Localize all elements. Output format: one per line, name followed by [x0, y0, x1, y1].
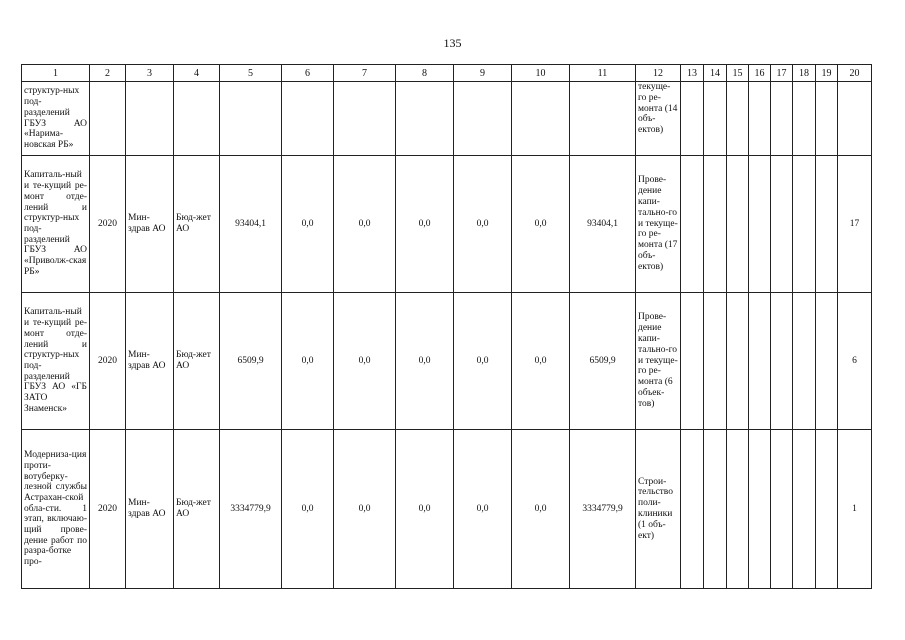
total-cell: 93404,1	[220, 156, 282, 293]
column-header: 19	[816, 65, 838, 82]
value-cell: 3334779,9	[570, 430, 636, 589]
value-cell: 0,0	[282, 430, 334, 589]
executor-cell: Мин-здрав АО	[126, 293, 174, 430]
empty-cell	[704, 293, 727, 430]
empty-cell	[749, 430, 771, 589]
empty-cell	[727, 293, 749, 430]
empty-cell	[771, 156, 793, 293]
empty-cell	[681, 82, 704, 156]
empty-cell	[816, 156, 838, 293]
column-header: 17	[771, 65, 793, 82]
empty-cell	[749, 156, 771, 293]
value-cell: 0,0	[396, 430, 454, 589]
measure-name: структур-ных под-разделений ГБУЗ АО «Нарима-новская РБ»	[22, 82, 90, 156]
empty-cell	[727, 156, 749, 293]
column-header: 1	[22, 65, 90, 82]
column-header: 2	[90, 65, 126, 82]
result-cell: Прове-дение капи-тально-го и текуще-го ре-монта (6 объек-тов)	[636, 293, 681, 430]
column-header: 3	[126, 65, 174, 82]
value-cell	[334, 82, 396, 156]
executor-cell	[126, 82, 174, 156]
value-cell: 0,0	[512, 293, 570, 430]
executor-cell: Мин-здрав АО	[126, 156, 174, 293]
table-row	[22, 156, 872, 293]
empty-cell	[771, 293, 793, 430]
empty-cell	[704, 82, 727, 156]
table-row	[22, 293, 872, 430]
year-cell	[90, 82, 126, 156]
value-cell: 0,0	[512, 430, 570, 589]
value-cell	[570, 82, 636, 156]
table-row	[22, 82, 872, 156]
empty-cell	[749, 82, 771, 156]
column-header: 8	[396, 65, 454, 82]
value-cell: 0,0	[282, 293, 334, 430]
total-cell: 6509,9	[220, 293, 282, 430]
value-cell: 0,0	[334, 156, 396, 293]
column-header: 4	[174, 65, 220, 82]
value-cell: 0,0	[396, 293, 454, 430]
value-cell	[512, 82, 570, 156]
value-cell: 93404,1	[570, 156, 636, 293]
source-cell	[174, 82, 220, 156]
column-header: 9	[454, 65, 512, 82]
result-cell: текуще-го ре-монта (14 объ-ектов)	[636, 82, 681, 156]
value-cell: 0,0	[282, 156, 334, 293]
column-header-row	[22, 65, 872, 82]
year-cell: 2020	[90, 430, 126, 589]
table-row	[22, 430, 872, 589]
empty-cell	[727, 430, 749, 589]
value-cell: 0,0	[512, 156, 570, 293]
empty-cell	[681, 293, 704, 430]
empty-cell	[793, 82, 816, 156]
empty-cell	[816, 82, 838, 156]
value-cell: 6509,9	[570, 293, 636, 430]
column-header: 11	[570, 65, 636, 82]
source-cell: Бюд-жет АО	[174, 430, 220, 589]
column-header: 15	[727, 65, 749, 82]
result-cell: Строи-тельство поли-клиники (1 объ-ект)	[636, 430, 681, 589]
column-header: 5	[220, 65, 282, 82]
empty-cell	[793, 293, 816, 430]
count-cell	[838, 82, 872, 156]
empty-cell	[704, 156, 727, 293]
result-cell: Прове-дение капи-тально-го и текуще-го ре-монта (17 объ-ектов)	[636, 156, 681, 293]
count-cell: 6	[838, 293, 872, 430]
source-cell: Бюд-жет АО	[174, 156, 220, 293]
column-header: 14	[704, 65, 727, 82]
empty-cell	[816, 293, 838, 430]
empty-cell	[749, 293, 771, 430]
value-cell: 0,0	[454, 156, 512, 293]
program-table	[21, 64, 872, 589]
column-header: 18	[793, 65, 816, 82]
measure-name: Капиталь-ный и те-кущий ре-монт отде-лений и структур-ных под-разделений ГБУЗ АО «Приволж-ская РБ»	[22, 156, 90, 293]
page-number: 135	[443, 36, 462, 50]
empty-cell	[793, 430, 816, 589]
column-header: 16	[749, 65, 771, 82]
measure-name: Капиталь-ный и те-кущий ре-монт отде-лений и структур-ных под-разделений ГБУЗ АО «ГБ ЗАТО Знаменск»	[22, 293, 90, 430]
empty-cell	[771, 82, 793, 156]
count-cell: 1	[838, 430, 872, 589]
value-cell	[282, 82, 334, 156]
empty-cell	[681, 430, 704, 589]
value-cell: 0,0	[334, 430, 396, 589]
column-header: 6	[282, 65, 334, 82]
column-header: 13	[681, 65, 704, 82]
value-cell: 0,0	[334, 293, 396, 430]
column-header: 7	[334, 65, 396, 82]
empty-cell	[771, 430, 793, 589]
empty-cell	[727, 82, 749, 156]
measure-name: Модерниза-ция проти-вотуберку-лезной службы Астрахан-ской обла-сти. 1 этап, включаю-щий прове-дение работ по разра-ботке про-	[22, 430, 90, 589]
source-cell: Бюд-жет АО	[174, 293, 220, 430]
value-cell	[396, 82, 454, 156]
count-cell: 17	[838, 156, 872, 293]
total-cell	[220, 82, 282, 156]
value-cell	[454, 82, 512, 156]
empty-cell	[816, 430, 838, 589]
column-header: 20	[838, 65, 872, 82]
column-header: 10	[512, 65, 570, 82]
executor-cell: Мин-здрав АО	[126, 430, 174, 589]
empty-cell	[681, 156, 704, 293]
total-cell: 3334779,9	[220, 430, 282, 589]
year-cell: 2020	[90, 293, 126, 430]
column-header: 12	[636, 65, 681, 82]
empty-cell	[793, 156, 816, 293]
empty-cell	[704, 430, 727, 589]
value-cell: 0,0	[454, 293, 512, 430]
value-cell: 0,0	[454, 430, 512, 589]
value-cell: 0,0	[396, 156, 454, 293]
year-cell: 2020	[90, 156, 126, 293]
